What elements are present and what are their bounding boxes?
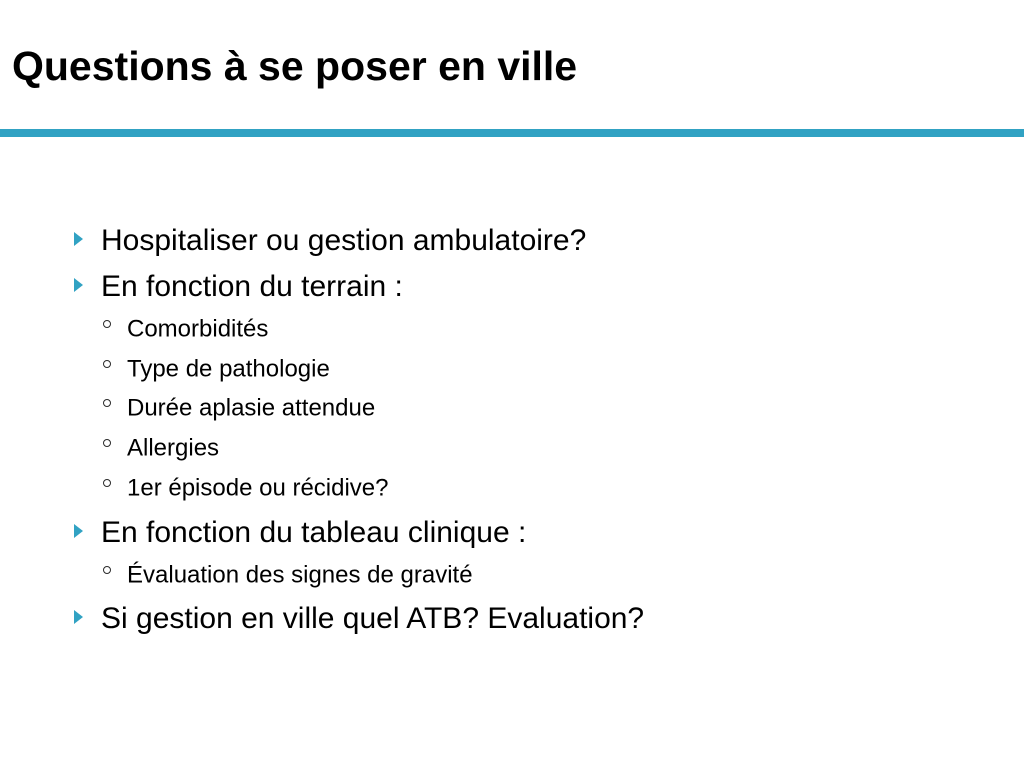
triangle-right-icon [74,524,83,538]
ring-bullet-icon [103,479,111,487]
ring-bullet-icon [103,320,111,328]
list-item [103,432,219,465]
list-item-text: En fonction du terrain : [101,270,403,304]
list-item-text: En fonction du tableau clinique : [101,516,527,550]
list-item [74,598,644,639]
list-item-text: Comorbidités [127,315,269,343]
triangle-right-icon [74,232,83,246]
list-item [74,266,403,307]
ring-bullet-icon [103,566,111,574]
ring-bullet-icon [103,399,111,407]
list-item-text: Allergies [127,434,220,462]
list-item [103,353,330,386]
list-item-text: Type de pathologie [127,355,330,383]
triangle-right-icon [74,278,83,292]
list-item [103,392,375,425]
list-item [103,559,473,592]
list-item-text: 1er épisode ou récidive? [127,474,389,502]
list-item [74,512,526,553]
list-item [74,220,586,261]
ring-bullet-icon [103,360,111,368]
triangle-right-icon [74,610,83,624]
slide-title: Questions à se poser en ville [12,43,578,89]
ring-bullet-icon [103,439,111,447]
list-item [103,472,389,505]
list-item-text: Hospitaliser ou gestion ambulatoire? [101,224,587,258]
bullet-list [74,0,1004,768]
list-item [103,313,268,346]
list-item-text: Durée aplasie attendue [127,394,376,422]
list-item-text: Évaluation des signes de gravité [127,561,473,589]
list-item-text: Si gestion en ville quel ATB? Evaluation? [101,602,645,636]
